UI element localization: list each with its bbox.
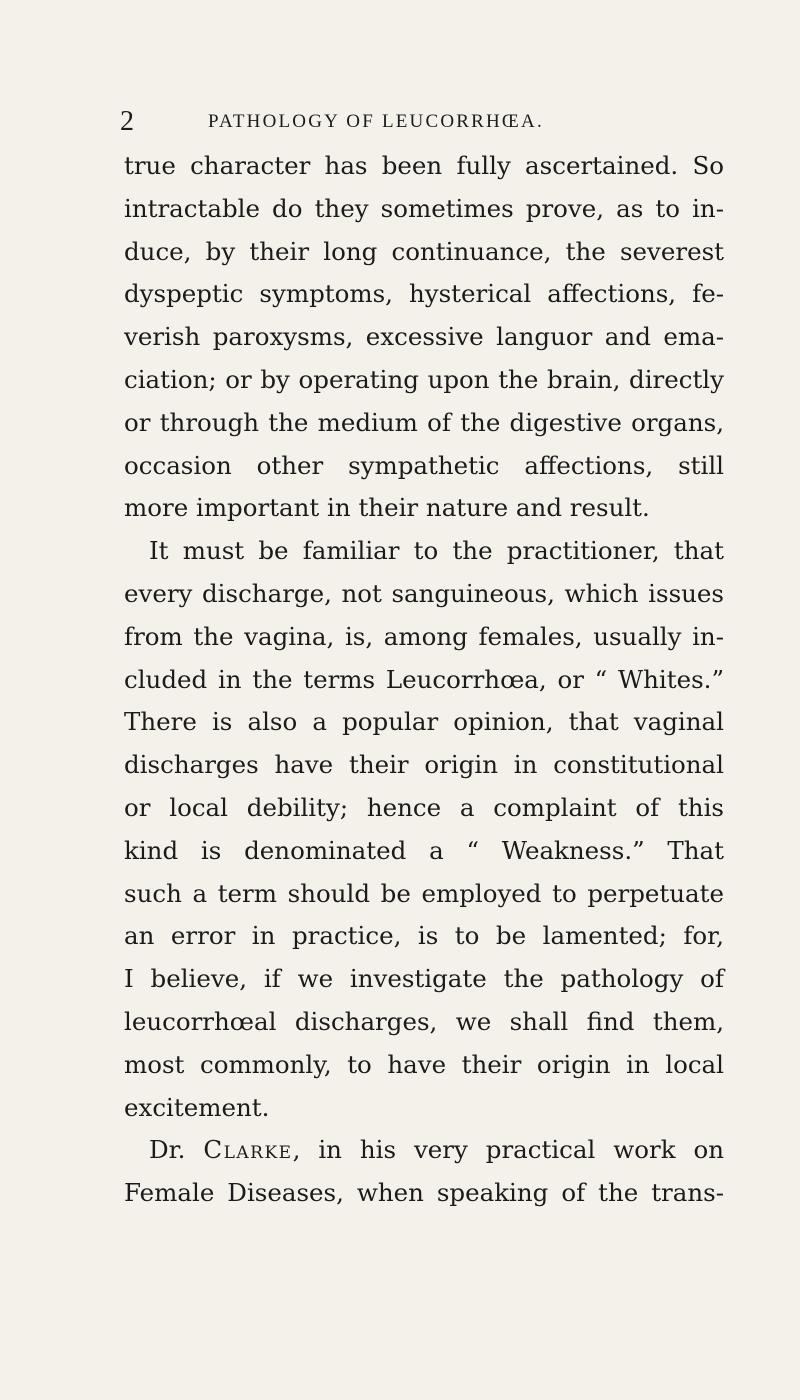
text-line: intractable do they sometimes prove, as to in-	[124, 193, 724, 223]
text-fragment: , in his very practical work on	[292, 1135, 724, 1165]
body-text	[124, 145, 724, 1215]
page-number: 2	[120, 106, 134, 137]
text-line: ciation; or by operating upon the brain, directly	[124, 364, 724, 394]
text-line: excitement.	[124, 1092, 270, 1122]
text-line: true character has been fully ascertained. So	[124, 151, 724, 180]
text-line: There is also a popular opinion, that vaginal	[124, 707, 724, 737]
text-line: every discharge, not sanguineous, which issues	[124, 578, 724, 608]
text-line: leucorrhœal discharges, we shall find them,	[124, 1006, 724, 1036]
page-header	[120, 105, 760, 139]
text-line: duce, by their long continuance, the severest	[124, 236, 724, 266]
text-line: an error in practice, is to be lamented; for,	[124, 921, 724, 951]
text-line: from the vagina, is, among females, usually in-	[124, 621, 724, 651]
text-line: discharges have their origin in constitutional	[124, 750, 724, 780]
author-name: Clarke	[203, 1135, 293, 1165]
text-line: such a term should be employed to perpetuate	[124, 878, 724, 908]
text-line: or through the medium of the digestive organs,	[124, 407, 724, 437]
text-line: most commonly, to have their origin in local	[124, 1049, 724, 1079]
text-fragment: Dr.	[149, 1135, 204, 1165]
text-line: kind is denominated a “ Weakness.” That	[124, 835, 724, 865]
running-head: PATHOLOGY OF LEUCORRHŒA.	[208, 111, 544, 132]
text-line: occasion other sympathetic affections, still	[124, 450, 724, 480]
text-line: I believe, if we investigate the pathology of	[124, 964, 724, 994]
text-line: Female Diseases, when speaking of the trans-	[124, 1178, 724, 1208]
text-line: more important in their nature and result.	[124, 493, 650, 523]
text-line: cluded in the terms Leucorrhœa, or “ Whites.”	[124, 664, 724, 694]
text-line: dyspeptic symptoms, hysterical affections, fe-	[124, 279, 724, 309]
text-line: or local debility; hence a complaint of this	[124, 792, 724, 822]
text-line	[124, 1129, 724, 1172]
text-line: verish paroxysms, excessive languor and ema-	[124, 322, 724, 352]
text-line: It must be familiar to the practitioner, that	[149, 536, 724, 566]
